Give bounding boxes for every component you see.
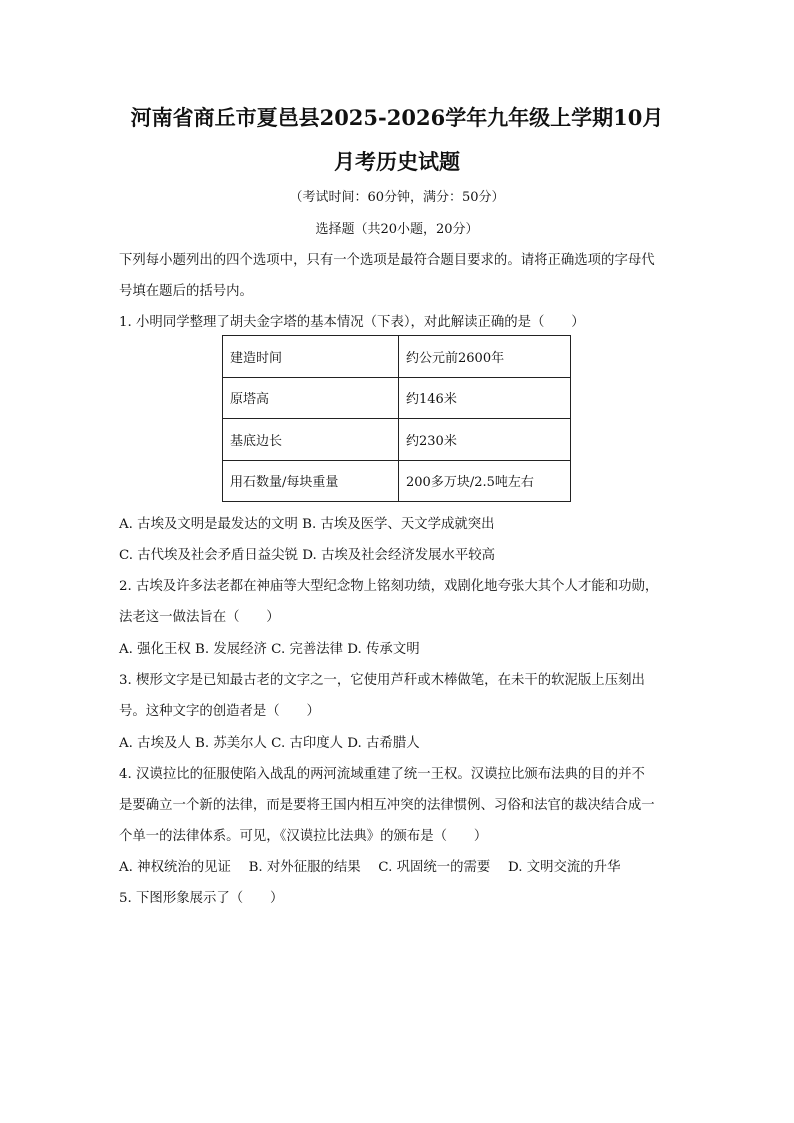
pyramid-info-table (222, 335, 571, 502)
table-cell: 基底边长 (223, 419, 399, 461)
question-3-stem: 号。这种文字的创造者是（ ） (119, 704, 320, 719)
question-1-stem: 1. 小明同学整理了胡夫金字塔的基本情况（下表），对此解读正确的是（ ） (119, 315, 585, 330)
table-cell: 约146米 (399, 377, 571, 419)
table-cell: 200多万块/2.5吨左右 (399, 460, 571, 502)
table-row (223, 336, 571, 378)
section-title: 选择题（共20小题，20分） (315, 222, 479, 237)
table-cell: 约230米 (399, 419, 571, 461)
question-4-stem: 是要确立一个新的法律，而是要将王国内相互冲突的法律惯例、习俗和法官的裁决结合成一 (119, 798, 655, 813)
table-cell: 原塔高 (223, 377, 399, 419)
exam-info: （考试时间：60分钟，满分：50分） (289, 190, 505, 205)
table-row (223, 460, 571, 502)
question-1-options: A. 古埃及文明是最发达的文明 B. 古埃及医学、天文学成就突出 (119, 517, 495, 532)
exam-title-line1: 河南省商丘市夏邑县2025-2026学年九年级上学期10月 (130, 105, 664, 130)
instructions-line: 下列每小题列出的四个选项中，只有一个选项是最符合题目要求的。请将正确选项的字母代 (119, 253, 655, 268)
table-row (223, 419, 571, 461)
question-4-options: A. 神权统治的见证 B. 对外征服的结果 C. 巩固统一的需要 D. 文明交流的升华 (119, 860, 621, 875)
question-1-options: C. 古代埃及社会矛盾日益尖锐 D. 古埃及社会经济发展水平较高 (119, 548, 496, 563)
question-2-stem: 法老这一做法旨在（ ） (119, 610, 280, 625)
table-cell: 建造时间 (223, 336, 399, 378)
question-3-stem: 3. 楔形文字是已知最古老的文字之一，它使用芦秆或木棒做笔，在未干的软泥版上压刻出 (119, 673, 645, 688)
question-4-stem: 个单一的法律体系。可见，《汉谟拉比法典》的颁布是（ ） (119, 829, 488, 844)
table-cell: 约公元前2600年 (399, 336, 571, 378)
exam-title-line2: 月考历史试题 (334, 149, 460, 174)
question-2-options: A. 强化王权 B. 发展经济 C. 完善法律 D. 传承文明 (119, 642, 420, 657)
question-3-options: A. 古埃及人 B. 苏美尔人 C. 古印度人 D. 古希腊人 (119, 736, 420, 751)
question-5-stem: 5. 下图形象展示了（ ） (119, 891, 284, 906)
table-row (223, 377, 571, 419)
question-4-stem: 4. 汉谟拉比的征服使陷入战乱的两河流域重建了统一王权。汉谟拉比颁布法典的目的并不 (119, 767, 645, 782)
instructions-line: 号填在题后的括号内。 (119, 284, 253, 299)
table-cell: 用石数量/每块重量 (223, 460, 399, 502)
question-2-stem: 2. 古埃及许多法老都在神庙等大型纪念物上铭刻功绩，戏剧化地夸张大其个人才能和功勋， (119, 579, 659, 594)
